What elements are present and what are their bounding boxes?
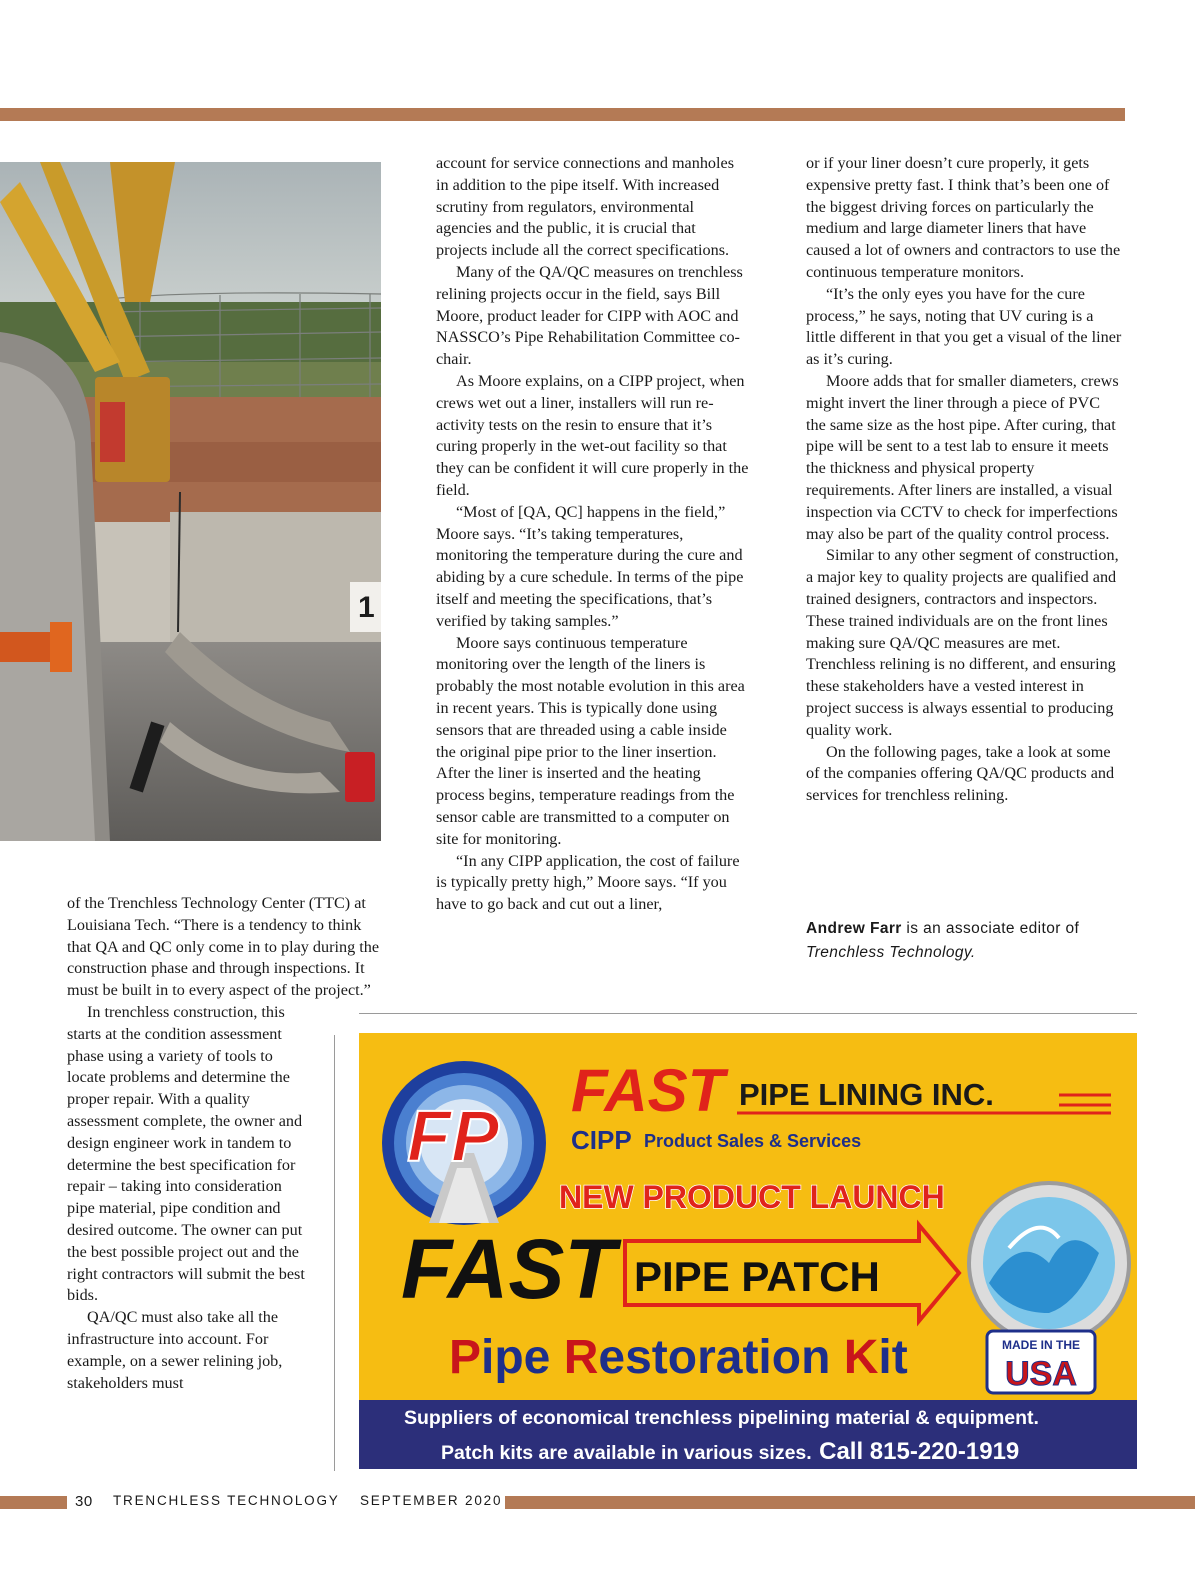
product-name: PIPE PATCH — [634, 1253, 880, 1300]
made-in-usa-badge — [987, 1331, 1095, 1393]
footer-publication: TRENCHLESS TECHNOLOGY — [113, 1493, 340, 1508]
publication-name: Trenchless Technology. — [806, 944, 976, 961]
article-paragraph: On the following pages, take a look at some of the companies offering QA/QC products and services for trenchless relining. — [806, 742, 1115, 805]
article-column-1 — [67, 893, 379, 1394]
article-paragraph: Many of the QA/QC measures on trenchless relining projects occur in the field, says Bill Moore, product leader for CIPP with AOC and NASSCO’s Pipe Rehabilitation Committee co-chair. — [436, 262, 743, 369]
kit-word-estoration: estoration — [598, 1331, 844, 1384]
usa-label: USA — [1005, 1355, 1077, 1393]
author-name: Andrew Farr — [806, 920, 902, 937]
ad-tagline: Suppliers of economical trenchless pipelining material & equipment. — [404, 1407, 1039, 1429]
footer-bar-right — [505, 1496, 1195, 1509]
article-paragraph: account for service connections and manholes in addition to the pipe itself. With increased scrutiny from regulators, environmental agencies and the public, it is crucial that projects include all the correct specifications. — [436, 154, 735, 260]
product-fast: FAST — [401, 1222, 616, 1316]
site-photo — [0, 162, 381, 841]
ad-info-band — [359, 1400, 1137, 1469]
ad-phone[interactable]: Call 815-220-1919 — [819, 1438, 1020, 1465]
kit-letter-r: R — [563, 1331, 599, 1384]
article-paragraph: “Most of [QA, QC] happens in the field,” Moore says. “It’s taking temperatures, monitoring the temperature during the cure and abiding by a cure schedule. In terms of the pipe itself and meeting the specifications, that’s verified by taking samples.” — [436, 502, 744, 630]
footer-issue: SEPTEMBER 2020 — [360, 1493, 503, 1508]
article-paragraph: Moore says continuous temperature monitoring over the length of the liners is probably the most notable evolution in this area in recent years. This is typically done using sensors that are threaded using a cable inside the original pipe prior to the liner insertion. After the liner is inserted and the heating process begins, temperature readings from the sensor cable are transmitted to a computer on site for monitoring. — [436, 633, 745, 848]
article-paragraph: In trenchless construction, this starts at the condition assessment phase using a variety of tools to locate problems and determine the proper repair. With a quality assessment complete, the owner and design engineer work in tandem to determine the best specification for repair – taking into consideration pipe material, pipe condition and desired outcome. The owner can put the best possible project out and the right contractors will submit the best bids. — [67, 1002, 305, 1305]
cipp-subtitle: Product Sales & Services — [644, 1131, 862, 1151]
brand-fast: FAST — [571, 1057, 725, 1124]
article-paragraph: “In any CIPP application, the cost of failure is typically pretty high,” Moore says. “If you have to go back and cut out a liner, — [436, 851, 740, 914]
article-paragraph: QA/QC must also take all the infrastructure into account. For example, on a sewer relining job, stakeholders must — [67, 1308, 283, 1392]
kit-title — [449, 1331, 908, 1384]
cipp-label: CIPP — [571, 1125, 632, 1155]
article-paragraph: or if your liner doesn’t cure properly, it gets expensive pretty fast. I think that’s been one of the biggest driving forces on particularly the medium and large diameter liners that have caused a lot of owners and contractors to use the continuous temperature monitors. — [806, 154, 1121, 281]
made-in-label: MADE IN THE — [1002, 1338, 1080, 1352]
kit-letter-k: K — [843, 1331, 879, 1384]
water-splash-icon — [969, 1183, 1129, 1343]
article-paragraph: As Moore explains, on a CIPP project, when crews wet out a liner, installers will run re-activity tests on the resin to ensure that it’s curing properly in the wet-out facility so that they can be confident it will cure properly in the field. — [436, 371, 749, 499]
article-paragraph: Moore adds that for smaller diameters, crews might invert the liner through a piece of PVC the same size as the host pipe. After curing, that pipe will be sent to a test lab to ensure it meets the thickness and physical property requirements. After liners are installed, a visual inspection via CCTV to check for imperfections may also be part of the quality control process. — [806, 371, 1119, 543]
article-paragraph: of the Trenchless Technology Center (TTC) at Louisiana Tech. “There is a tendency to think that QA and QC only come in to play during the construction phase and through inspections. It must be built in to every aspect of the project.” — [67, 894, 380, 1000]
logo-letters: FP — [407, 1097, 500, 1177]
article-column-2 — [436, 153, 750, 916]
kit-letter-p: P — [449, 1331, 482, 1384]
brand-name: PIPE LINING INC. — [739, 1077, 994, 1112]
fp-logo-icon — [382, 1061, 546, 1225]
advertisement[interactable] — [359, 1033, 1137, 1469]
column-divider — [334, 1035, 335, 1471]
author-role: is an associate editor of — [901, 920, 1080, 937]
article-column-3 — [806, 153, 1122, 807]
top-accent-bar — [0, 108, 1125, 121]
page-number: 30 — [75, 1493, 93, 1510]
footer-bar-left — [0, 1496, 67, 1509]
ad-divider — [359, 1013, 1137, 1014]
ad-patch-note: Patch kits are available in various sizes. — [441, 1442, 812, 1464]
author-byline — [806, 917, 1126, 965]
article-paragraph: “It’s the only eyes you have for the cure process,” he says, noting that UV curing is a little different in that you get a visual of the liner as it’s curing. — [806, 284, 1122, 369]
kit-word-ipe: ipe — [481, 1331, 564, 1384]
kit-word-it: it — [878, 1331, 908, 1384]
article-paragraph: Similar to any other segment of construction, a major key to quality projects are qualified and trained designers, contractors and inspectors. These trained individuals are on the front lines making sure QA/QC measures are met. Trenchless relining is no different, and ensuring these stakeholders have a vested interest in project success is always essential to producing quality work. — [806, 546, 1119, 739]
barrier-number: 1 — [358, 591, 375, 624]
launch-banner: NEW PRODUCT LAUNCH — [559, 1179, 945, 1215]
